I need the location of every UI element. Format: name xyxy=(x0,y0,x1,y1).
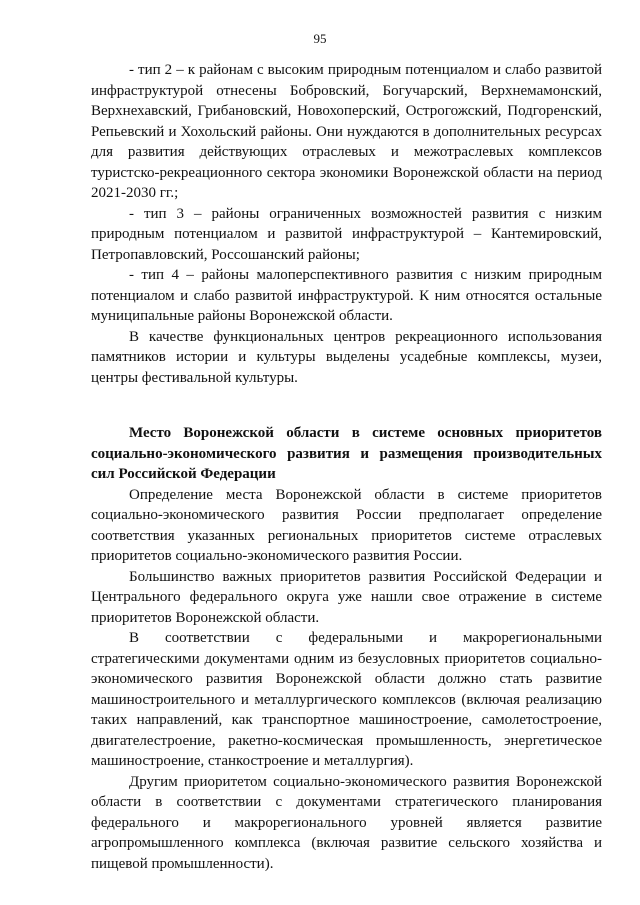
paragraph-priorities-reflection: Большинство важных приоритетов развития Российской Федерации и Центрального федерального округа уже нашли свое отражение в системе приоритетов Воронежской области. xyxy=(91,568,602,626)
paragraph-priorities-definition: Определение места Воронежской области в системе приоритетов социально-экономического развития России предполагает определение соответствия указанных региональных приоритетов системе отраслевых приоритетов социально-экономического развития России. xyxy=(91,486,602,564)
paragraph-type-3: - тип 3 – районы ограниченных возможностей развития с низким природным потенциалом и развитой инфраструктурой – Кантемировский, Петропавловский, Россошанский районы; xyxy=(91,205,602,263)
document-body xyxy=(91,60,602,874)
paragraph-type-4: - тип 4 – районы малоперспективного развития с низким природным потенциалом и слабо развитой инфраструктурой. К ним относятся остальные муниципальные районы Воронежской области. xyxy=(91,267,602,324)
paragraph-type-2: - тип 2 – к районам с высоким природным потенциалом и слабо развитой инфраструктурой отнесены Бобровский, Богучарский, Верхнемамонский, Верхнехавский, Грибановский, Новохоперский, Острогожский, Подгоренский, Репьевский и Хохольский районы. Они нуждаются в дополнительных ресурсах для развития действующих отраслевых и межотраслевых комплексов туристско-рекреационного сектора экономики Воронежской области на период 2021-2030 гг.; xyxy=(91,62,602,201)
paragraph-recreation-centers: В качестве функциональных центров рекреационного использования памятников истории и культуры выделены усадебные комплексы, музеи, центры фестивальной культуры. xyxy=(91,328,602,386)
paragraph-agro-industrial: Другим приоритетом социально-экономического развития Воронежской области в соответствии с документами стратегического планирования федерального и макрорегионального уровней является развитие агропромышленного комплекса (включая развитие сельского хозяйства и пищевой промышленности). xyxy=(91,773,602,872)
section-heading: Место Воронежской области в системе основных приоритетов социально-экономического развития и размещения производительных сил Российской Федерации xyxy=(91,425,602,482)
paragraph-machine-building: В соответствии с федеральными и макрорегиональными стратегическими документами одним из безусловных приоритетов социально-экономического развития Воронежской области должно стать развитие машиностроительного и металлургического комплексов (включая реализацию таких направлений, как транспортное машиностроение, самолетостроение, двигателестроение, ракетно-космическая промышленность, энергетическое машиностроение, станкостроение и металлургия). xyxy=(91,630,602,769)
page-number: 95 xyxy=(313,31,327,46)
